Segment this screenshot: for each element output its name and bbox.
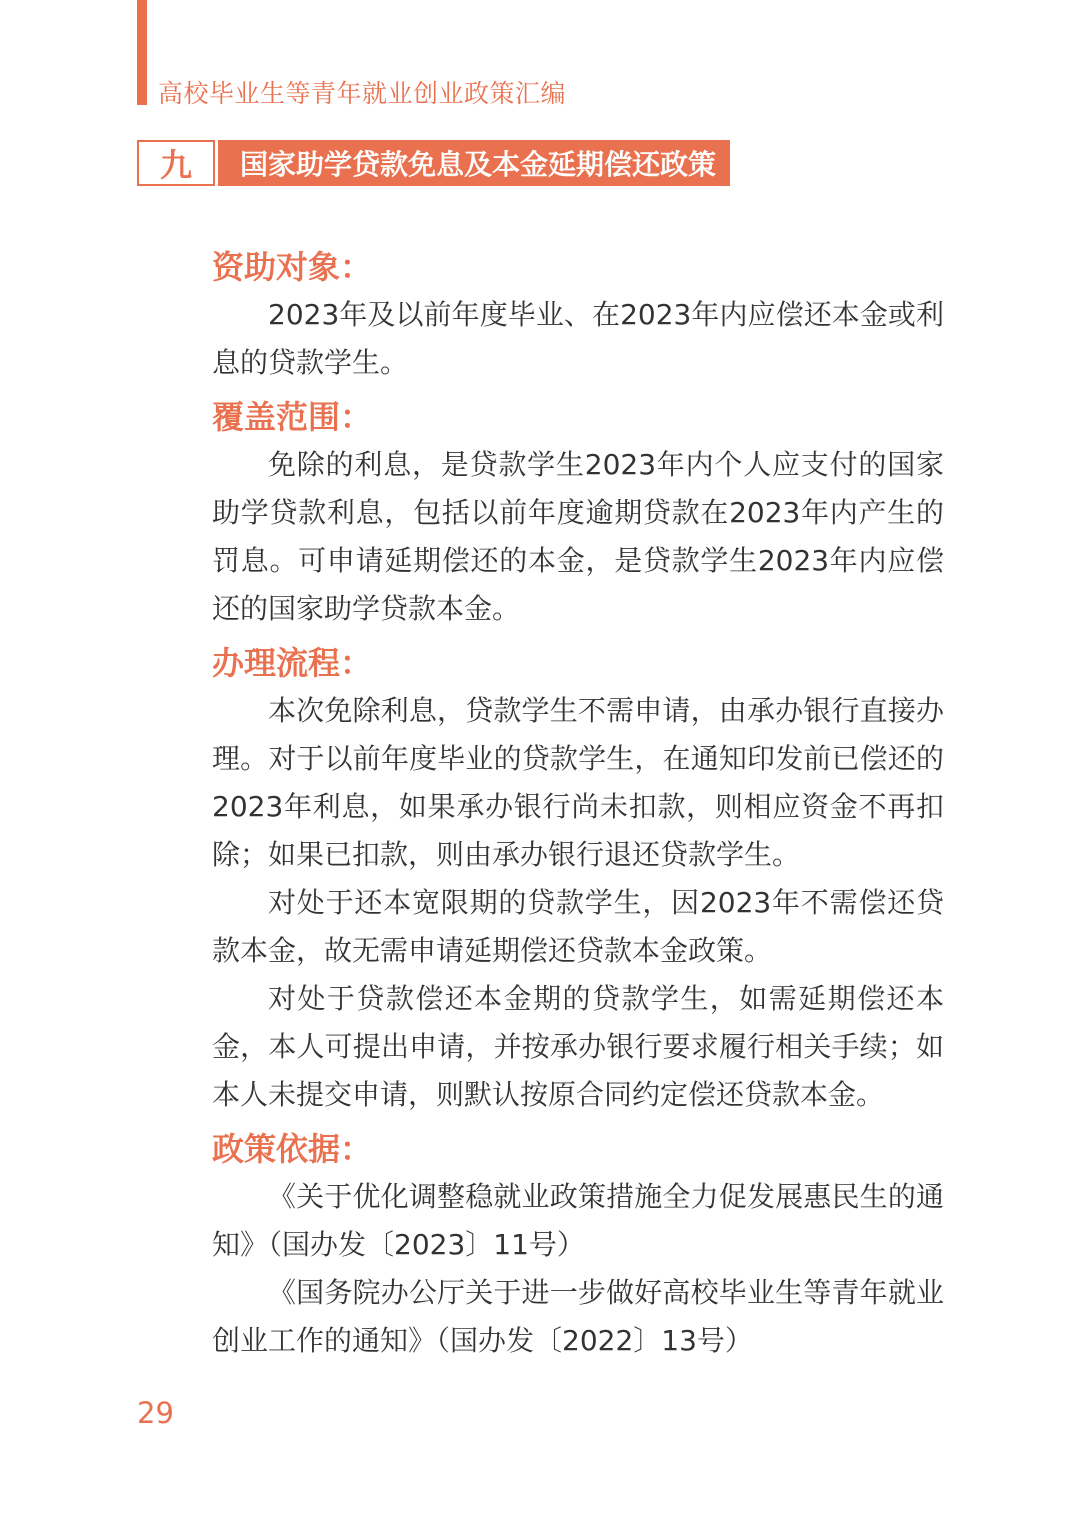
section-heading: 政策依据： — [212, 1130, 373, 1168]
section-coverage — [212, 393, 944, 633]
section-procedure — [212, 639, 944, 1119]
chapter-banner — [137, 140, 730, 186]
paragraph: 2023年及以前年度毕业、在2023年内应偿还本金或利息的贷款学生。 — [212, 298, 944, 379]
paragraph: 《国务院办公厅关于进一步做好高校毕业生等青年就业创业工作的通知》（国办发〔2022〕13号） — [212, 1276, 944, 1357]
chapter-title: 国家助学贷款免息及本金延期偿还政策 — [218, 140, 730, 186]
header-accent-bar — [137, 0, 147, 105]
paragraph: 免除的利息，是贷款学生2023年内个人应支付的国家助学贷款利息，包括以前年度逾期贷款在2023年内产生的罚息。可申请延期偿还的本金，是贷款学生2023年内应偿还的国家助学贷款本金。 — [212, 448, 944, 625]
page-content — [212, 243, 944, 1371]
paragraph: 本次免除利息，贷款学生不需申请，由承办银行直接办理。对于以前年度毕业的贷款学生，在通知印发前已偿还的2023年利息，如果承办银行尚未扣款，则相应资金不再扣除；如果已扣款，则由承办银行退还贷款学生。 — [212, 694, 944, 871]
running-header: 高校毕业生等青年就业创业政策汇编 — [158, 79, 567, 108]
page-number: 29 — [137, 1396, 174, 1430]
section-policy-basis — [212, 1125, 944, 1365]
paragraph: 对处于还本宽限期的贷款学生，因2023年不需偿还贷款本金，故无需申请延期偿还贷款本金政策。 — [212, 886, 944, 967]
section-heading: 覆盖范围： — [212, 398, 373, 436]
paragraph: 对处于贷款偿还本金期的贷款学生，如需延期偿还本金，本人可提出申请，并按承办银行要求履行相关手续；如本人未提交申请，则默认按原合同约定偿还贷款本金。 — [212, 982, 944, 1111]
section-heading: 办理流程： — [212, 644, 373, 682]
chapter-number: 九 — [137, 140, 215, 186]
section-eligible-recipients — [212, 243, 944, 387]
paragraph: 《关于优化调整稳就业政策措施全力促发展惠民生的通知》（国办发〔2023〕11号） — [212, 1180, 944, 1261]
section-heading: 资助对象： — [212, 248, 373, 286]
